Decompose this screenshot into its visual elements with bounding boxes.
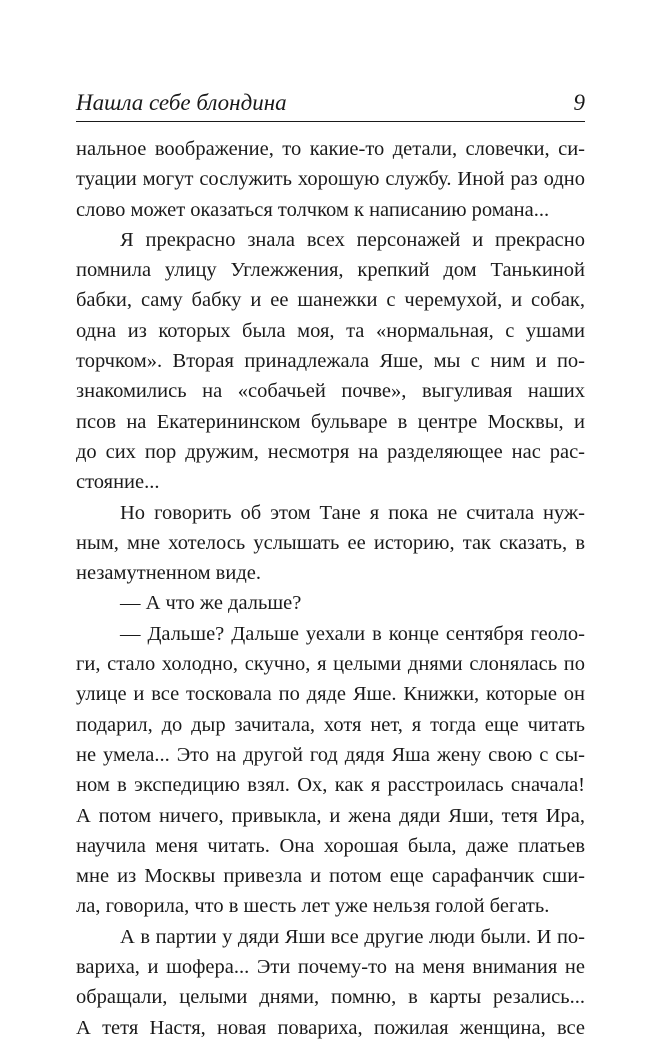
text-line: подарил, до дыр зачитала, хотя нет, я тогда еще читать (76, 713, 585, 736)
text-line: Но говорить об этом Тане я пока не считала нуж- (120, 501, 585, 524)
text-line: не умела... Это на другой год дядя Яша жену свою с сы- (76, 743, 585, 766)
text-line: помнила улицу Углежжения, крепкий дом Танькиной (76, 259, 585, 282)
text-line: ла, говорила, что в шесть лет уже нельзя голой бегать. (76, 895, 550, 918)
text-line: А потом ничего, привыкла, и жена дяди Яши, тетя Ира, (76, 804, 585, 827)
text-line: одна из которых была моя, та «нормальная, с ушами (76, 319, 585, 342)
text-line: А тетя Настя, новая повариха, пожилая женщина, все (76, 1016, 585, 1039)
text-line: стояние... (76, 471, 160, 494)
text-line: Я прекрасно знала всех персонажей и прекрасно (120, 228, 585, 251)
text-line: ги, стало холодно, скучно, я целыми днями слонялась по (76, 653, 585, 676)
body-text (76, 134, 585, 1043)
text-line: обращали, целыми днями, помню, в карты резались... (76, 986, 585, 1009)
page-number: 9 (573, 90, 585, 115)
text-line: — А что же дальше? (120, 592, 302, 615)
text-line: знакомились на «собачьей почве», выгуливая наших (76, 380, 585, 403)
text-line: псов на Екатерининском бульваре в центре Москвы, и (76, 410, 585, 433)
text-line: туации могут сослужить хорошую службу. Иной раз одно (76, 168, 585, 191)
header-rule (76, 121, 585, 122)
text-line: бабки, саму бабку и ее шанежки с черемухой, и собак, (76, 289, 585, 312)
text-line: — Дальше? Дальше уехали в конце сентября геоло- (120, 622, 585, 645)
text-line: торчком». Вторая принадлежала Яше, мы с ним и по- (76, 350, 585, 373)
text-line: вариха, и шофера... Эти почему-то на меня внимания не (76, 956, 585, 979)
text-line: ном в экспедицию взял. Ох, как я расстроилась сначала! (76, 774, 585, 797)
text-line: слово может оказаться толчком к написанию романа... (76, 198, 550, 221)
text-line: А в партии у дяди Яши все другие люди были. И по- (120, 925, 585, 948)
running-title: Нашла себе блондина (76, 90, 287, 115)
text-line: улице и все тосковала по дяде Яше. Книжки, которые он (76, 683, 585, 706)
text-line: незамутненном виде. (76, 562, 261, 585)
text-line: ным, мне хотелось услышать ее историю, так сказать, в (76, 531, 585, 554)
running-header (76, 88, 585, 118)
text-line: нальное воображение, то какие-то детали, словечки, си- (76, 138, 585, 160)
text-line: мне из Москвы привезла и потом еще сарафанчик сши- (76, 865, 585, 888)
text-line: научила меня читать. Она хорошая была, даже платьев (76, 834, 585, 857)
text-line: до сих пор дружим, несмотря на разделяющее нас рас- (76, 440, 585, 463)
